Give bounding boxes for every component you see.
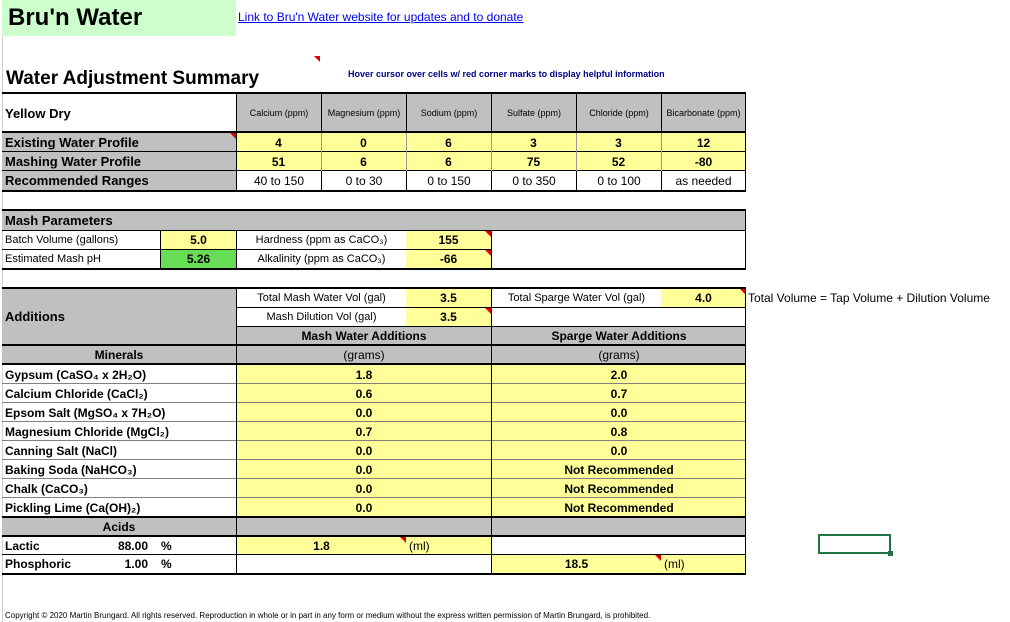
ion-header-calcium: Calcium (ppm) (236, 94, 321, 132)
lactic-unit: (ml) (406, 537, 491, 554)
lactic-label: Lactic (5, 538, 40, 553)
comment-marker (310, 56, 320, 64)
recommended-ranges-label: Recommended Ranges (2, 171, 236, 190)
phosphoric-label: Phosphoric (5, 557, 72, 571)
mashing-profile-label: Mashing Water Profile (2, 152, 236, 171)
mashing-calcium[interactable]: 51 (236, 152, 321, 171)
mash-parameters-title: Mash Parameters (2, 211, 746, 230)
sparge-units: (grams) (491, 346, 746, 363)
phosphoric-sparge-value[interactable]: 18.5 (491, 555, 661, 573)
total-mash-vol-value: 3.5 (406, 289, 491, 307)
mash-ph-label: Estimated Mash pH (5, 253, 101, 265)
mineral-name: Chalk (CaCO₃) (5, 481, 88, 496)
total-mash-vol-label: Total Mash Water Vol (gal) (236, 289, 406, 307)
alkalinity-label: Alkalinity (ppm as CaCO₃) (236, 250, 406, 268)
existing-sulfate[interactable]: 3 (491, 133, 576, 152)
mash-ph-value: 5.26 (160, 250, 236, 268)
acids-header: Acids (2, 518, 236, 535)
ion-header-bicarbonate: Bicarbonate (ppm) (661, 94, 746, 132)
range-magnesium: 0 to 30 (321, 171, 406, 190)
mashing-magnesium[interactable]: 6 (321, 152, 406, 171)
copyright-text: Copyright © 2020 Martin Brungard. All rights reserved. Reproduction in whole or in part in any form or medium without the express written permission of Martin Brungard, is prohibited. (5, 611, 651, 620)
mashing-chloride[interactable]: 52 (576, 152, 661, 171)
mineral-sparge-value[interactable]: 0.8 (491, 422, 746, 441)
existing-bicarbonate[interactable]: 12 (661, 133, 746, 152)
app-title: Bru'n Water (2, 0, 236, 36)
total-volume-note: Total Volume = Tap Volume + Dilution Volume (748, 291, 990, 305)
mashing-bicarbonate[interactable]: -80 (661, 152, 746, 171)
mineral-sparge-value[interactable]: 0.7 (491, 384, 746, 403)
sparge-additions-header: Sparge Water Additions (491, 327, 746, 344)
phosphoric-pct: % (161, 557, 172, 571)
mineral-name: Pickling Lime (Ca(OH)₂) (5, 500, 141, 515)
minerals-header: Minerals (2, 346, 236, 363)
existing-calcium[interactable]: 4 (236, 133, 321, 152)
range-chloride: 0 to 100 (576, 171, 661, 190)
batch-volume-input[interactable]: 5.0 (160, 231, 236, 249)
existing-chloride[interactable]: 3 (576, 133, 661, 152)
range-sulfate: 0 to 350 (491, 171, 576, 190)
lactic-strength[interactable]: 88.00 (117, 538, 148, 553)
mineral-sparge-value[interactable]: 0.0 (491, 403, 746, 422)
range-calcium: 40 to 150 (236, 171, 321, 190)
section-title: Water Adjustment Summary (6, 68, 260, 89)
mineral-sparge-value[interactable]: Not Recommended (491, 479, 746, 498)
mineral-name: Canning Salt (NaCl) (5, 443, 118, 458)
fill-handle[interactable] (888, 551, 893, 556)
lactic-pct: % (161, 538, 172, 553)
alkalinity-value: -66 (406, 250, 491, 268)
mineral-name: Magnesium Chloride (MgCl₂) (5, 424, 169, 439)
existing-sodium[interactable]: 6 (406, 133, 491, 152)
mineral-mash-value[interactable]: 1.8 (236, 365, 491, 384)
mineral-sparge-value[interactable]: 2.0 (491, 365, 746, 384)
phosphoric-unit: (ml) (661, 555, 746, 573)
mineral-mash-value[interactable]: 0.0 (236, 498, 491, 517)
mineral-mash-value[interactable]: 0.0 (236, 479, 491, 498)
ion-header-sodium: Sodium (ppm) (406, 94, 491, 132)
profile-name: Yellow Dry (5, 105, 71, 121)
phosphoric-strength[interactable]: 1.00 (124, 557, 148, 571)
mash-units: (grams) (236, 346, 491, 363)
selected-cell[interactable] (818, 534, 891, 554)
mineral-mash-value[interactable]: 0.0 (236, 403, 491, 422)
ion-header-sulfate: Sulfate (ppm) (491, 94, 576, 132)
existing-magnesium[interactable]: 0 (321, 133, 406, 152)
mineral-mash-value[interactable]: 0.6 (236, 384, 491, 403)
hardness-label: Hardness (ppm as CaCO₃) (236, 231, 406, 249)
mineral-name: Gypsum (CaSO₄ x 2H₂O) (5, 367, 147, 382)
lactic-mash-value[interactable]: 1.8 (236, 537, 406, 554)
mineral-sparge-value[interactable]: Not Recommended (491, 460, 746, 479)
mashing-sodium[interactable]: 6 (406, 152, 491, 171)
total-sparge-vol-label: Total Sparge Water Vol (gal) (491, 289, 661, 307)
dilution-vol-label: Mash Dilution Vol (gal) (236, 308, 406, 326)
batch-volume-label: Batch Volume (gallons) (5, 234, 119, 246)
mineral-mash-value[interactable]: 0.0 (236, 441, 491, 460)
mineral-name: Epsom Salt (MgSO₄ x 7H₂O) (5, 405, 166, 420)
mineral-mash-value[interactable]: 0.0 (236, 460, 491, 479)
mineral-sparge-value[interactable]: Not Recommended (491, 498, 746, 517)
existing-profile-label: Existing Water Profile (2, 133, 236, 152)
range-bicarbonate: as needed (661, 171, 746, 190)
mineral-sparge-value[interactable]: 0.0 (491, 441, 746, 460)
mineral-mash-value[interactable]: 0.7 (236, 422, 491, 441)
mashing-sulfate[interactable]: 75 (491, 152, 576, 171)
website-link[interactable]: Link to Bru'n Water website for updates and to donate (238, 10, 524, 24)
hover-hint: Hover cursor over cells w/ red corner marks to display helpful information (348, 69, 665, 79)
mash-additions-header: Mash Water Additions (236, 327, 491, 344)
ion-header-chloride: Chloride (ppm) (576, 94, 661, 132)
ion-header-magnesium: Magnesium (ppm) (321, 94, 406, 132)
mineral-name: Baking Soda (NaHCO₃) (5, 462, 137, 477)
range-sodium: 0 to 150 (406, 171, 491, 190)
mineral-name: Calcium Chloride (CaCl₂) (5, 386, 148, 401)
total-sparge-vol-value[interactable]: 4.0 (661, 289, 746, 307)
dilution-vol-input[interactable]: 3.5 (406, 308, 491, 326)
additions-title: Additions (2, 289, 236, 344)
hardness-value: 155 (406, 231, 491, 249)
